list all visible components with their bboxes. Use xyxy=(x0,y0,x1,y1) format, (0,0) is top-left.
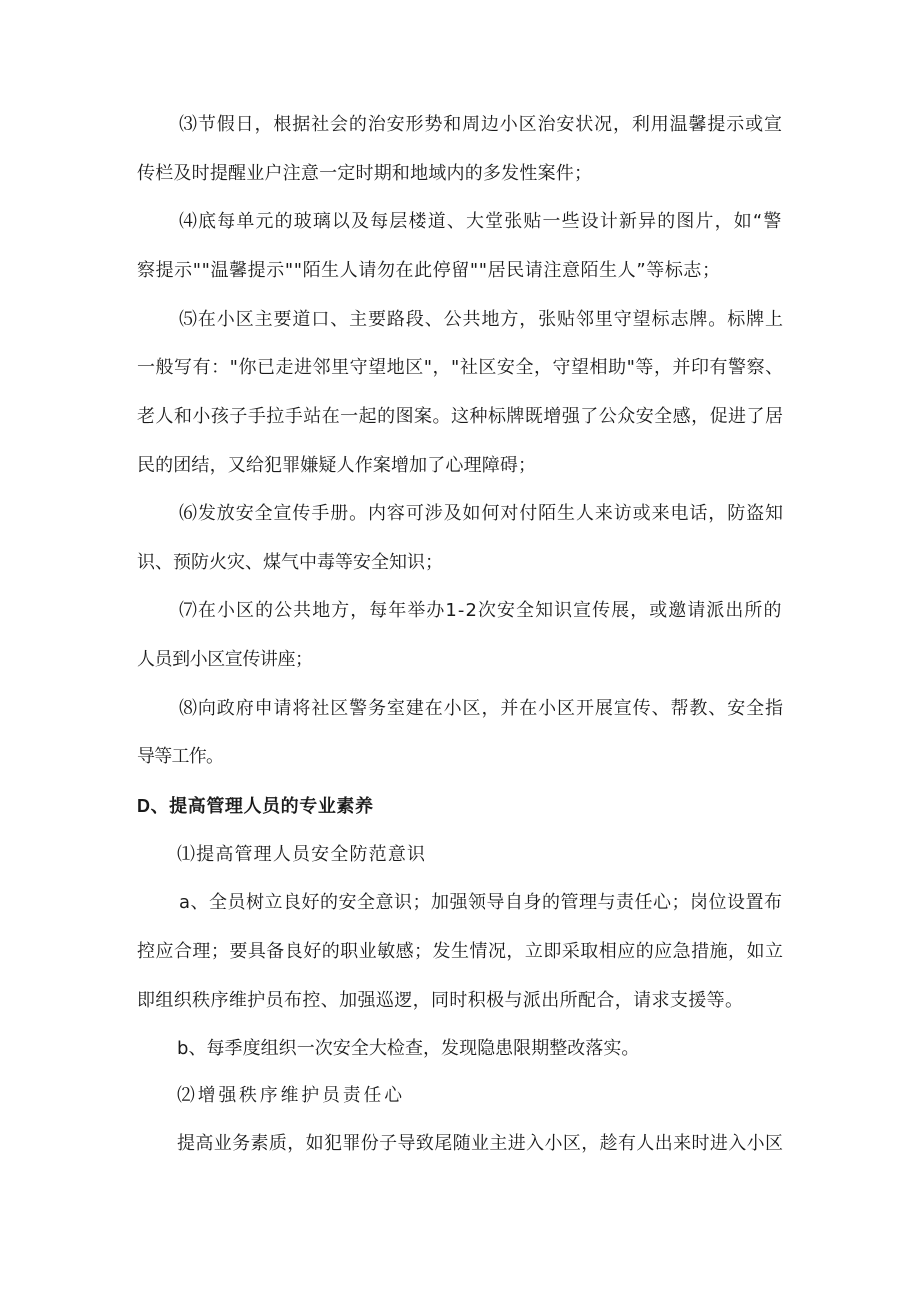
item-5-line-1: ⑸在小区主要道口、主要路段、公共地方，张贴邻里守望标志牌。标牌上 xyxy=(179,309,784,330)
item-3-line-1: ⑶节假日，根据社会的治安形势和周边小区治安状况，利用温馨提示或宣 xyxy=(179,114,783,135)
item-4-line-1: ⑷底每单元的玻璃以及每层楼道、大堂张贴一些设计新异的图片，如“警 xyxy=(179,211,783,232)
item-5-line-3: 老人和小孩子手拉手站在一起的图案。这种标牌既增强了公众安全感，促进了居 xyxy=(137,406,784,427)
point-b: b、每季度组织一次安全大检查，发现隐患限期整改落实。 xyxy=(177,1038,640,1059)
body-paragraph-line: 提高业务素质，如犯罪份子导致尾随业主进入小区，趁有人出来时进入小区 xyxy=(177,1133,784,1154)
section-d-heading: D、提高管理人员的专业素养 xyxy=(137,796,374,816)
point-a-line-3: 即组织秩序维护员布控、加强巡逻，同时积极与派出所配合，请求支援等。 xyxy=(137,990,744,1011)
subsection-1-title: ⑴提高管理人员安全防范意识 xyxy=(177,844,427,865)
item-4-line-2: 察提示""温馨提示""陌生人请勿在此停留""居民请注意陌生人”等标志； xyxy=(137,260,721,281)
item-8-line-2: 导等工作。 xyxy=(137,746,224,767)
item-6-line-2: 识、预防火灾、煤气中毒等安全知识； xyxy=(137,552,443,573)
item-7-line-1: ⑺在小区的公共地方，每年举办1-2次安全知识宣传展，或邀请派出所的 xyxy=(179,600,783,621)
point-a-line-2: 控应合理；要具备良好的职业敏感；发生情况，立即采取相应的应急措施，如立 xyxy=(137,941,784,962)
item-5-line-4: 民的团结，又给犯罪嫌疑人作案增加了心理障碍； xyxy=(137,455,537,476)
point-a-line-1: a、全员树立良好的安全意识；加强领导自身的管理与责任心；岗位设置布 xyxy=(179,892,783,913)
item-7-line-2: 人员到小区宣传讲座； xyxy=(137,649,313,670)
subsection-2-title: ⑵增强秩序维护员责任心 xyxy=(177,1085,405,1106)
item-6-line-1: ⑹发放安全宣传手册。内容可涉及如何对付陌生人来访或来电话，防盗知 xyxy=(179,503,784,524)
item-8-line-1: ⑻向政府申请将社区警务室建在小区，并在小区开展宣传、帮教、安全指 xyxy=(179,698,784,719)
item-5-line-2: 一般写有："你已走进邻里守望地区"，"社区安全，守望相助"等，并印有警察、 xyxy=(137,357,784,378)
item-3-line-2: 传栏及时提醒业户注意一定时期和地域内的多发性案件； xyxy=(137,163,593,184)
